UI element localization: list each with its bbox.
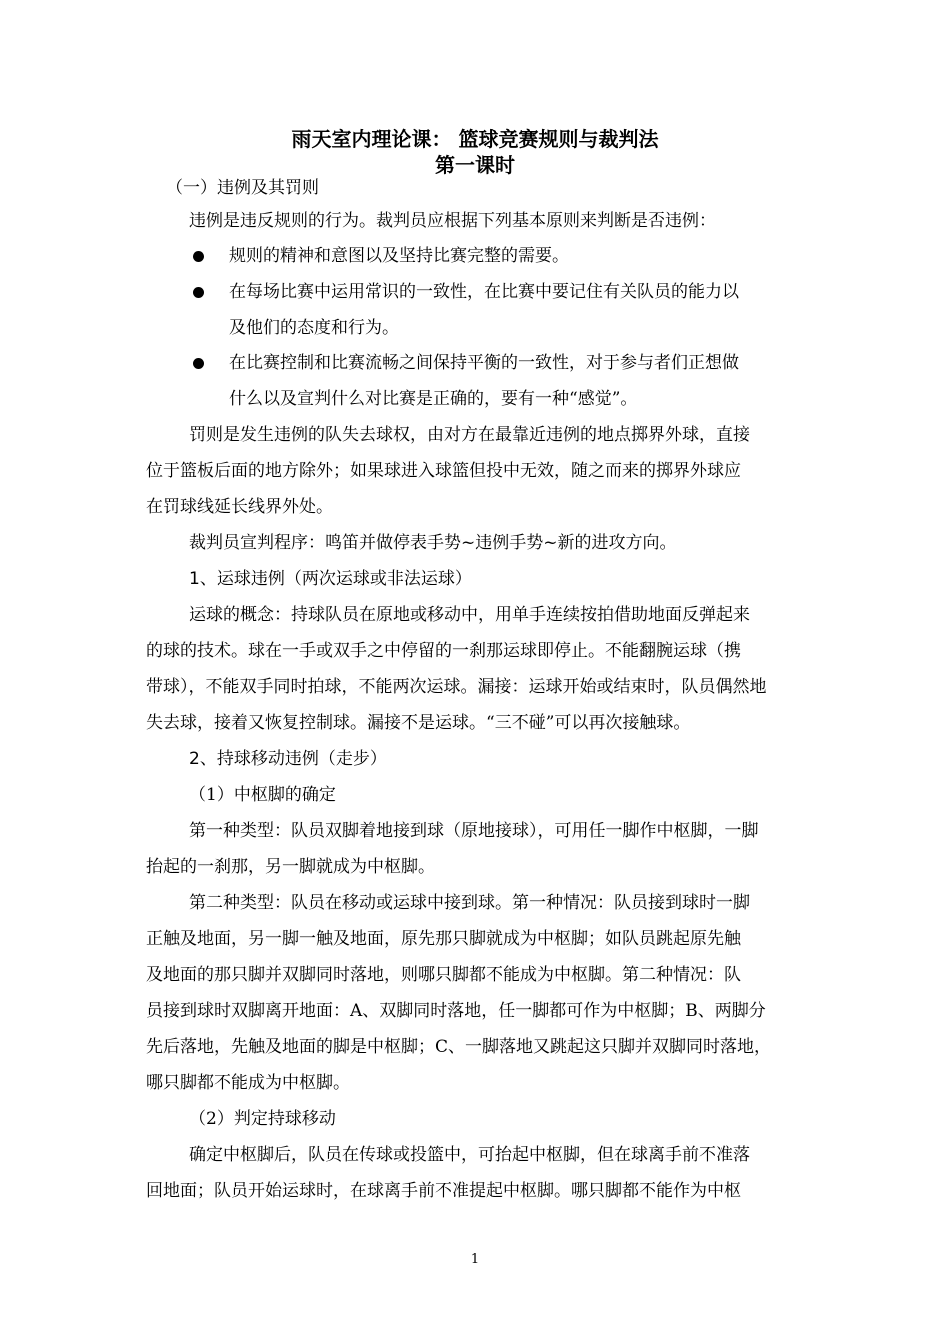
sub-subsection-heading: （1）中枢脚的确定 [189,785,336,805]
paragraph-line: 运球的概念：持球队员在原地或移动中，用单手连续按拍借助地面反弹起来 [189,605,750,625]
bullet-item: 在比赛控制和比赛流畅之间保持平衡的一致性，对于参与者们正想做 [229,353,739,373]
paragraph-line: 第二种类型：队员在移动或运球中接到球。第一种情况：队员接到球时一脚 [189,893,750,913]
paragraph-line: 的球的技术。球在一手或双手之中停留的一刹那运球即停止。不能翻腕运球（携 [146,641,741,661]
subsection-heading: 1、运球违例（两次运球或非法运球） [189,569,472,589]
paragraph-line: 及地面的那只脚并双脚同时落地，则哪只脚都不能成为中枢脚。第二种情况：队 [146,965,741,985]
page-number: 1 [470,1252,480,1267]
paragraph-line: 抬起的一刹那，另一脚就成为中枢脚。 [146,857,435,877]
paragraph-line: 在罚球线延长线界外处。 [146,497,333,517]
bullet-icon [193,251,204,262]
paragraph-line: 失去球，接着又恢复控制球。漏接不是运球。“三不碰”可以再次接触球。 [146,713,691,733]
sub-subsection-heading: （2）判定持球移动 [189,1109,336,1129]
paragraph-line: 正触及地面，另一脚一触及地面，原先那只脚就成为中枢脚；如队员跳起原先触 [146,929,741,949]
bullet-item: 规则的精神和意图以及坚持比赛完整的需要。 [229,246,569,266]
paragraph-line: 确定中枢脚后，队员在传球或投篮中，可抬起中枢脚，但在球离手前不准落 [189,1145,750,1165]
subsection-heading: 2、持球移动违例（走步） [189,749,387,769]
document-subtitle: 第一课时 [435,153,515,177]
paragraph-line: 先后落地，先触及地面的脚是中枢脚；C、一脚落地又跳起这只脚并双脚同时落地， [146,1037,772,1057]
paragraph-line: 回地面；队员开始运球时，在球离手前不准提起中枢脚。哪只脚都不能作为中枢 [146,1181,741,1201]
bullet-icon [193,287,204,298]
paragraph-line: 带球），不能双手同时拍球，不能两次运球。漏接：运球开始或结束时，队员偶然地 [146,677,767,697]
paragraph-line: 裁判员宣判程序：鸣笛并做停表手势~违例手势~新的进攻方向。 [189,533,677,553]
paragraph-line: 第一种类型：队员双脚着地接到球（原地接球），可用任一脚作中枢脚，一脚 [189,821,759,841]
bullet-icon [193,358,204,369]
paragraph-line: 员接到球时双脚离开地面：A、双脚同时落地，任一脚都可作为中枢脚；B、两脚分 [146,1001,766,1021]
bullet-item-continued: 及他们的态度和行为。 [229,318,399,338]
document-title: 雨天室内理论课： 篮球竞赛规则与裁判法 [291,127,659,151]
paragraph-line: 哪只脚都不能成为中枢脚。 [146,1073,350,1093]
paragraph-line: 位于篮板后面的地方除外；如果球进入球篮但投中无效，随之而来的掷界外球应 [146,461,741,481]
paragraph-line: 违例是违反规则的行为。裁判员应根据下列基本原则来判断是否违例： [189,211,716,231]
section-heading: （一）违例及其罚则 [166,178,319,198]
bullet-item: 在每场比赛中运用常识的一致性，在比赛中要记住有关队员的能力以 [229,282,739,302]
bullet-item-continued: 什么以及宣判什么对比赛是正确的，要有一种“感觉”。 [229,389,638,409]
paragraph-line: 罚则是发生违例的队失去球权，由对方在最靠近违例的地点掷界外球，直接 [189,425,750,445]
